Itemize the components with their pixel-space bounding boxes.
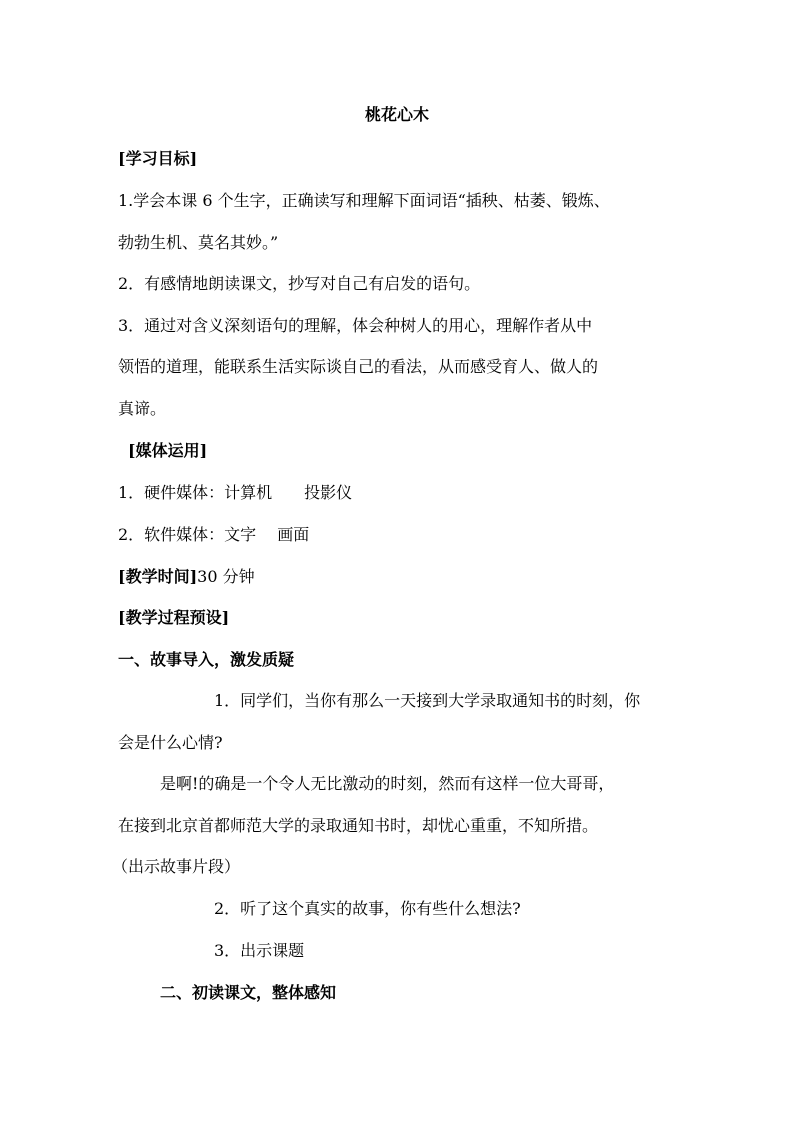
- section-2-heading: 二、初读课文，整体感知: [160, 983, 337, 1002]
- teaching-time-heading: [教学时间]: [118, 567, 198, 586]
- document-title: 桃花心木: [364, 105, 429, 124]
- objective-2: 2．有感情地朗读课文，抄写对自己有启发的语句。: [118, 274, 481, 293]
- teaching-time: [118, 566, 255, 588]
- objective-1-line-2: 勃勃生机、莫名其妙。”: [118, 233, 279, 252]
- objectives-heading: [学习目标]: [118, 149, 198, 168]
- objective-3-line-1: 3．通过对含义深刻语句的理解，体会种树人的用心，理解作者从中: [118, 316, 593, 335]
- media-item-1: 1．硬件媒体：计算机 投影仪: [118, 483, 353, 502]
- section-1-p2-line-2: 在接到北京首都师范大学的录取通知书时，却忧心重重，不知所措。: [118, 816, 599, 835]
- section-1-p2-line-3: （出示故事片段）: [112, 857, 241, 876]
- section-1-p1-line-1: 1．同学们，当你有那么一天接到大学录取通知书的时刻，你: [214, 691, 641, 710]
- teaching-time-value: 30 分钟: [197, 567, 255, 586]
- media-item-2: 2．软件媒体：文字 画面: [118, 525, 310, 544]
- section-1-heading: 一、故事导入，激发质疑: [118, 650, 295, 669]
- section-1-p1-line-2: 会是什么心情?: [118, 733, 223, 752]
- objective-1-line-1: 1.学会本课 6 个生字，正确读写和理解下面词语“插秧、枯萎、锻炼、: [118, 191, 610, 210]
- objective-3-line-3: 真谛。: [118, 399, 167, 418]
- section-1-p4: 3．出示课题: [214, 941, 305, 960]
- section-1-p3: 2．听了这个真实的故事，你有些什么想法?: [214, 899, 521, 918]
- objective-3-line-2: 领悟的道理，能联系生活实际谈自己的看法，从而感受育人、做人的: [118, 357, 599, 376]
- section-1-p2-line-1: 是啊!的确是一个令人无比激动的时刻，然而有这样一位大哥哥，: [160, 774, 615, 793]
- process-heading: [教学过程预设]: [118, 608, 230, 627]
- media-heading: [媒体运用]: [128, 441, 208, 460]
